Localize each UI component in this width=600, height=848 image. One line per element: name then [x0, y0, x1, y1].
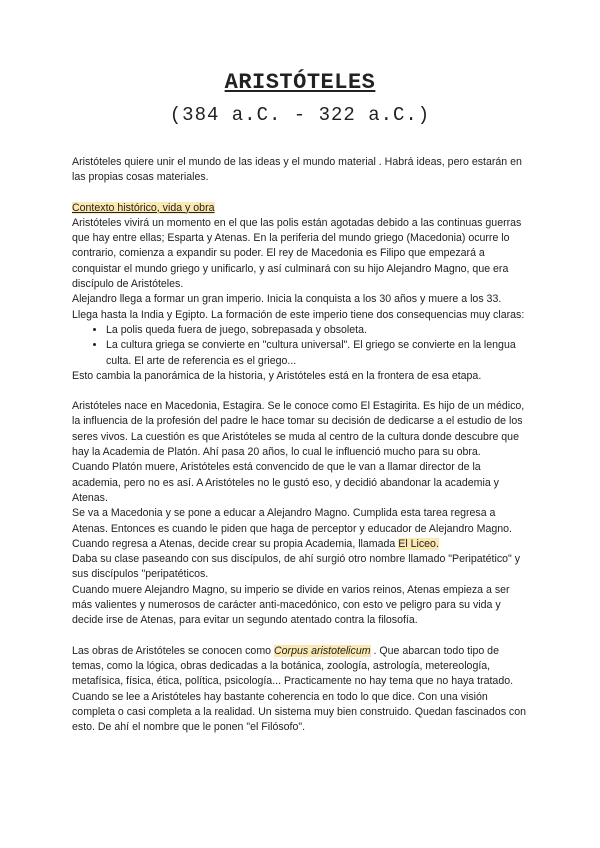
list-item: • La polis queda fuera de juego, sobrepasada y obsoleta. — [106, 323, 530, 338]
list-item: • La cultura griega se convierte en "cultura universal". El griego se convierte en la lengua culta. El arte de referencia es el griego... — [106, 338, 530, 369]
page-subtitle: (384 a.C. - 322 a.C.) — [169, 104, 431, 126]
life-paragraph-5: Daba su clase paseando con sus discípulos, de ahí surgió otro nombre llamado "Peripatético" y sus discípulos "peripatéticos. — [72, 553, 521, 581]
document-body — [72, 155, 530, 735]
liceo-highlight: El Liceo. — [398, 537, 439, 550]
intro-paragraph: Aristóteles quiere unir el mundo de las ideas y el mundo material . Habrá ideas, pero estarán en las propias cosas materiales. — [72, 156, 522, 184]
life-paragraph-6: Cuando muere Alejandro Magno, su imperio se divide en varios reinos, Atenas empieza a ser más valientes y numerosos de carácter anti-macedónico, con esto ve peligro para su vida y decide irse de Atenas, para evitar un segundo atentado contra la filosofía. — [72, 583, 510, 627]
context-paragraph-3: Esto cambia la panorámica de la historia, y Aristóteles está en la frontera de esa etapa. — [72, 369, 482, 382]
section-heading — [72, 201, 530, 216]
works-text-after: . Que abarcan todo tipo de temas, como la lógica, obras dedicadas a la botánica, zoología, astrología, metereología, metafísica, física, ética, política, psicología... Practicamente no hay tema que no haya tratado. Cuando se lee a Aristóteles hay bastante coherencia en todo lo que dice. Con una visión completa o casi completa a la realidad. Un sistema muy bien construido. Quedan fascinados con esto. De ahí el nombre que le ponen "el Filósofo". — [72, 644, 527, 734]
page-title: ARISTÓTELES — [224, 70, 376, 95]
life-paragraph-4 — [72, 537, 530, 552]
life-paragraph-1: Aristóteles nace en Macedonia, Estagira. Se le conoce como El Estagirita. Es hijo de un médico, la influencia de la profesión del padre le hace tomar su decisión de dedicarse a el estudio de los seres vivos. La cuestión es que Aristóteles se muda al centro de la cultura donde descubre que hay la Academia de Platón. Ahí pasa 20 años, lo cual le influenció mucho para su obra. — [72, 400, 525, 459]
context-paragraph-2: Alejandro llega a formar un gran imperio. Inicia la conquista a los 30 años y muere a los 33. Llega hasta la India y Egipto. La formación de este imperio tiene dos consequencias muy claras: — [72, 293, 525, 321]
life-paragraph-3: Se va a Macedonia y se pone a educar a Alejandro Magno. Cumplida esta tarea regresa a Atenas. Entonces es cuando le piden que haga de perceptor y educador de Alejandro Magno. — [72, 507, 512, 535]
section-heading-text: Contexto histórico, vida y obra — [72, 201, 215, 214]
corpus-highlight: Corpus aristotelicum — [274, 644, 371, 657]
context-bullet-list — [72, 323, 530, 369]
life-p4-text: Cuando regresa a Atenas, decide crear su propia Academia, llamada — [72, 537, 399, 550]
life-paragraph-2: Cuando Platón muere, Aristóteles está convencido de que le van a llamar director de la academia, pero no es así. A Aristóteles no le gustó eso, y decidió abandonar la academia y Atenas. — [72, 461, 499, 504]
works-paragraph — [72, 644, 530, 736]
works-text-before: Las obras de Aristóteles se conocen como — [72, 644, 274, 657]
context-paragraph-1: Aristóteles vivirá un momento en el que las polis están agotadas debido a las continuas guerras que hay entre ellas; Esparta y Atenas. En la periferia del mundo griego (Macedonia) ocurre lo contrario, comienza a expandir su poder. El rey de Macedonia es Filipo que empezará a conquistar el mundo griego y unificarlo, y así culminará con su hijo Alejandro Magno, que era discípulo de Aristóteles. — [72, 216, 522, 291]
